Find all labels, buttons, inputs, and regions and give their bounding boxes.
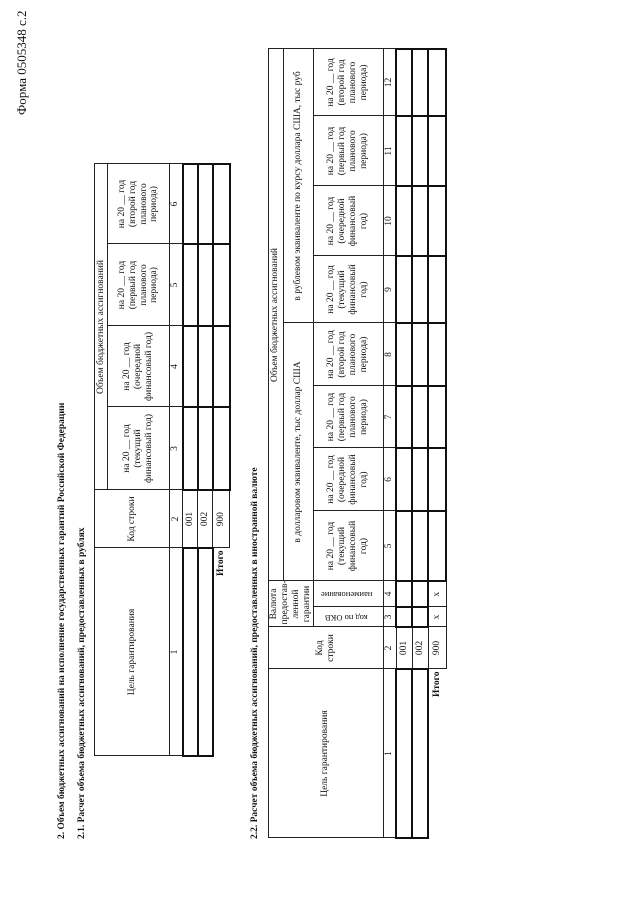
cell-value[interactable] [396,49,412,116]
total-row [428,49,446,838]
total-value[interactable] [428,186,446,256]
header-rub-equivalent: в рублевом эквиваленте по курсу доллара США, тыс руб [283,49,313,323]
cell-value[interactable] [412,511,428,581]
col-number: 11 [383,116,396,186]
cell-purpose[interactable] [183,548,198,756]
cell-value[interactable] [396,386,412,448]
total-label: Итого [216,550,227,577]
cell-purpose[interactable] [412,669,428,838]
cell-value[interactable] [396,186,412,256]
col-number: 5 [170,244,183,326]
cell-value[interactable] [396,256,412,323]
col-number: 3 [170,407,183,490]
total-value[interactable] [428,448,446,511]
total-value[interactable] [428,49,446,116]
col-number: 10 [383,186,396,256]
cell-value[interactable] [412,386,428,448]
cell-row-code: 001 [183,490,198,548]
total-value[interactable] [428,386,446,448]
cell-purpose[interactable] [396,669,412,838]
cell-currency-name[interactable] [396,581,412,607]
header-usd-year-plan-2: на 20 __ год (второй год планового периода) [313,323,383,386]
col-number: 5 [383,511,396,581]
col-number: 8 [383,323,396,386]
cell-currency-name[interactable] [412,581,428,607]
table-2-foreign-currency [268,48,447,839]
table-1-title: 2.1. Расчет объема бюджетных ассигнований, предоставленных в рублях [77,527,87,839]
table-row [412,49,428,838]
col-number: 2 [383,627,396,669]
total-okv-code: x [428,607,446,627]
header-year-current: на 20 __ год (текущий финансовый год) [108,407,170,490]
cell-value[interactable] [198,244,213,326]
col-number: 12 [383,49,396,116]
col-number: 6 [383,448,396,511]
total-currency-name: x [428,581,446,607]
header-rub-year-plan-2: на 20 __ год (второй год планового периода) [313,49,383,116]
cell-okv-code[interactable] [396,607,412,627]
total-value[interactable] [213,407,230,490]
header-usd-year-current: на 20 __ год (текущий финансовый год) [313,511,383,581]
table-2-title: 2.2. Расчет объема бюджетных ассигнований, предоставленных в иностранной валюте [250,467,260,839]
total-value[interactable] [213,164,230,244]
col-number: 4 [383,581,396,607]
header-usd-year-plan-1: на 20 __ год (первый год планового периода) [313,386,383,448]
header-year-plan-1: на 20 __ год (первый год планового периода) [108,244,170,326]
table-row [183,164,198,756]
total-value[interactable] [428,116,446,186]
header-row-code: Код строки [95,490,170,548]
section-2-title: 2. Объем бюджетных ассигнований на исполнение государственных гарантий Российской Федерации [57,402,67,839]
cell-okv-code[interactable] [412,607,428,627]
col-number: 6 [170,164,183,244]
cell-row-code: 002 [412,627,428,669]
total-value[interactable] [428,323,446,386]
header-volume: Объем бюджетных ассигнований [95,164,108,490]
cell-value[interactable] [412,186,428,256]
header-row-code: Код строки [269,627,384,669]
header-purpose: Цель гарантирования [95,548,170,756]
cell-value[interactable] [183,407,198,490]
header-currency-name: наименование [313,581,383,607]
cell-value[interactable] [198,326,213,407]
cell-value[interactable] [412,49,428,116]
cell-row-code: 002 [198,490,213,548]
col-number: 3 [383,607,396,627]
cell-value[interactable] [183,244,198,326]
header-purpose: Цель гарантирования [269,669,384,838]
total-label: Итого [432,671,443,698]
cell-purpose[interactable] [198,548,213,756]
col-number: 1 [170,548,183,756]
form-code: Форма 0505348 с.2 [14,10,29,115]
cell-value[interactable] [412,448,428,511]
cell-value[interactable] [412,323,428,386]
cell-value[interactable] [396,448,412,511]
cell-value[interactable] [198,164,213,244]
cell-value[interactable] [396,116,412,186]
header-usd-year-next: на 20 __ год (очередной финансовый год) [313,448,383,511]
cell-row-code: 001 [396,627,412,669]
total-value[interactable] [213,326,230,407]
col-number: 4 [170,326,183,407]
header-year-plan-2: на 20 __ год (второй год планового периода) [108,164,170,244]
cell-value[interactable] [396,511,412,581]
col-number: 2 [170,490,183,548]
col-number: 1 [383,669,396,838]
cell-value[interactable] [396,323,412,386]
header-year-next: на 20 __ год (очередной финансовый год) [108,326,170,407]
table-row [198,164,213,756]
total-value[interactable] [213,244,230,326]
total-value[interactable] [428,511,446,581]
cell-value[interactable] [183,164,198,244]
total-row-code: 900 [213,490,230,548]
cell-value[interactable] [198,407,213,490]
cell-value[interactable] [412,116,428,186]
total-row-code: 900 [428,627,446,669]
cell-value[interactable] [183,326,198,407]
col-number: 7 [383,386,396,448]
total-value[interactable] [428,256,446,323]
total-row [213,164,230,756]
header-volume: Объем бюджетных ассигнований [269,49,284,581]
header-currency: Валюта предостав-ленной гарантии [269,581,314,627]
table-row [396,49,412,838]
col-number: 9 [383,256,396,323]
header-usd-equivalent: в долларовом эквиваленте, тыс доллар США [283,323,313,581]
header-rub-year-plan-1: на 20 __ год (первый год планового периода) [313,116,383,186]
table-1-rubles [94,163,231,757]
header-okv-code: код по ОКВ [313,607,383,627]
cell-value[interactable] [412,256,428,323]
header-rub-year-current: на 20 __ год (текущий финансовый год) [313,256,383,323]
header-rub-year-next: на 20 __ год (очередной финансовый год) [313,186,383,256]
